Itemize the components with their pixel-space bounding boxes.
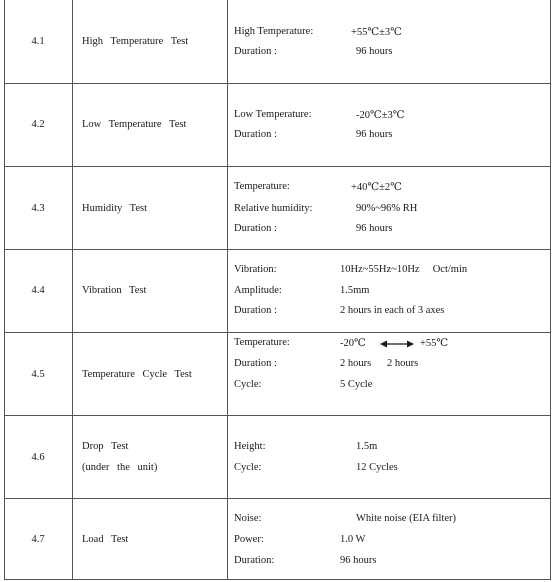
param-label: Cycle: <box>234 379 262 390</box>
param-value: 96 hours <box>340 555 377 566</box>
temperature-to: +55℃ <box>420 338 449 349</box>
param-value: 2 hours 2 hours <box>340 358 419 369</box>
double-arrow-icon <box>380 340 414 348</box>
row-divider <box>4 166 551 167</box>
row-divider <box>4 498 551 499</box>
row-number: 4.6 <box>31 452 45 463</box>
test-name: Humidity Test <box>82 203 148 214</box>
row-divider <box>4 332 551 333</box>
test-name-line-1: Drop Test <box>82 441 129 452</box>
param-value: 5 Cycle <box>340 379 373 390</box>
test-name-line-2: (under the unit) <box>82 462 158 473</box>
param-label: Amplitude: <box>234 285 282 296</box>
param-label: Duration : <box>234 46 277 57</box>
param-value: 1.5mm <box>340 285 370 296</box>
param-value: 90%~96% RH <box>356 203 418 214</box>
param-label: Noise: <box>234 513 262 524</box>
row-divider <box>4 83 551 84</box>
row-divider <box>4 249 551 250</box>
test-name: Low Temperature Test <box>82 119 187 130</box>
row-number: 4.4 <box>31 285 45 296</box>
param-value: 96 hours <box>356 129 393 140</box>
param-value: -20℃±3℃ <box>356 110 405 121</box>
table-divider-2 <box>227 0 228 580</box>
param-value: 96 hours <box>356 223 393 234</box>
param-label: Height: <box>234 441 266 452</box>
test-name: Temperature Cycle Test <box>82 369 192 380</box>
param-label: High Temperature: <box>234 26 314 37</box>
param-value: 1.5m <box>356 441 378 452</box>
param-value: 96 hours <box>356 46 393 57</box>
param-label: Low Temperature: <box>234 109 312 120</box>
param-label: Power: <box>234 534 264 545</box>
row-number: 4.7 <box>31 534 45 545</box>
row-number: 4.3 <box>31 203 45 214</box>
param-label: Vibration: <box>234 264 277 275</box>
table-border-right <box>550 0 551 580</box>
param-label: Relative humidity: <box>234 203 313 214</box>
param-label: Duration : <box>234 305 277 316</box>
param-label: Duration : <box>234 223 277 234</box>
param-label: Temperature: <box>234 181 290 192</box>
row-number: 4.1 <box>31 36 45 47</box>
temperature-from: -20℃ <box>340 338 366 349</box>
test-name: Load Test <box>82 534 129 545</box>
table-border-bottom <box>4 579 551 580</box>
param-value: +40℃±2℃ <box>351 182 402 193</box>
param-value: White noise (EIA filter) <box>356 513 457 524</box>
row-number: 4.5 <box>31 369 45 380</box>
row-divider <box>4 415 551 416</box>
param-label: Temperature: <box>234 337 290 348</box>
test-name: Vibration Test <box>82 285 147 296</box>
param-value: 2 hours in each of 3 axes <box>340 305 445 316</box>
param-label: Duration : <box>234 358 277 369</box>
param-label: Cycle: <box>234 462 262 473</box>
row-number: 4.2 <box>31 119 45 130</box>
param-value: 12 Cycles <box>356 462 398 473</box>
param-value: +55℃±3℃ <box>351 27 402 38</box>
param-value: 10Hz~55Hz~10Hz Oct/min <box>340 264 468 275</box>
table-divider-1 <box>72 0 73 580</box>
param-label: Duration : <box>234 129 277 140</box>
test-name: High Temperature Test <box>82 36 189 47</box>
param-label: Duration: <box>234 555 275 566</box>
param-value: 1.0 W <box>340 534 366 545</box>
